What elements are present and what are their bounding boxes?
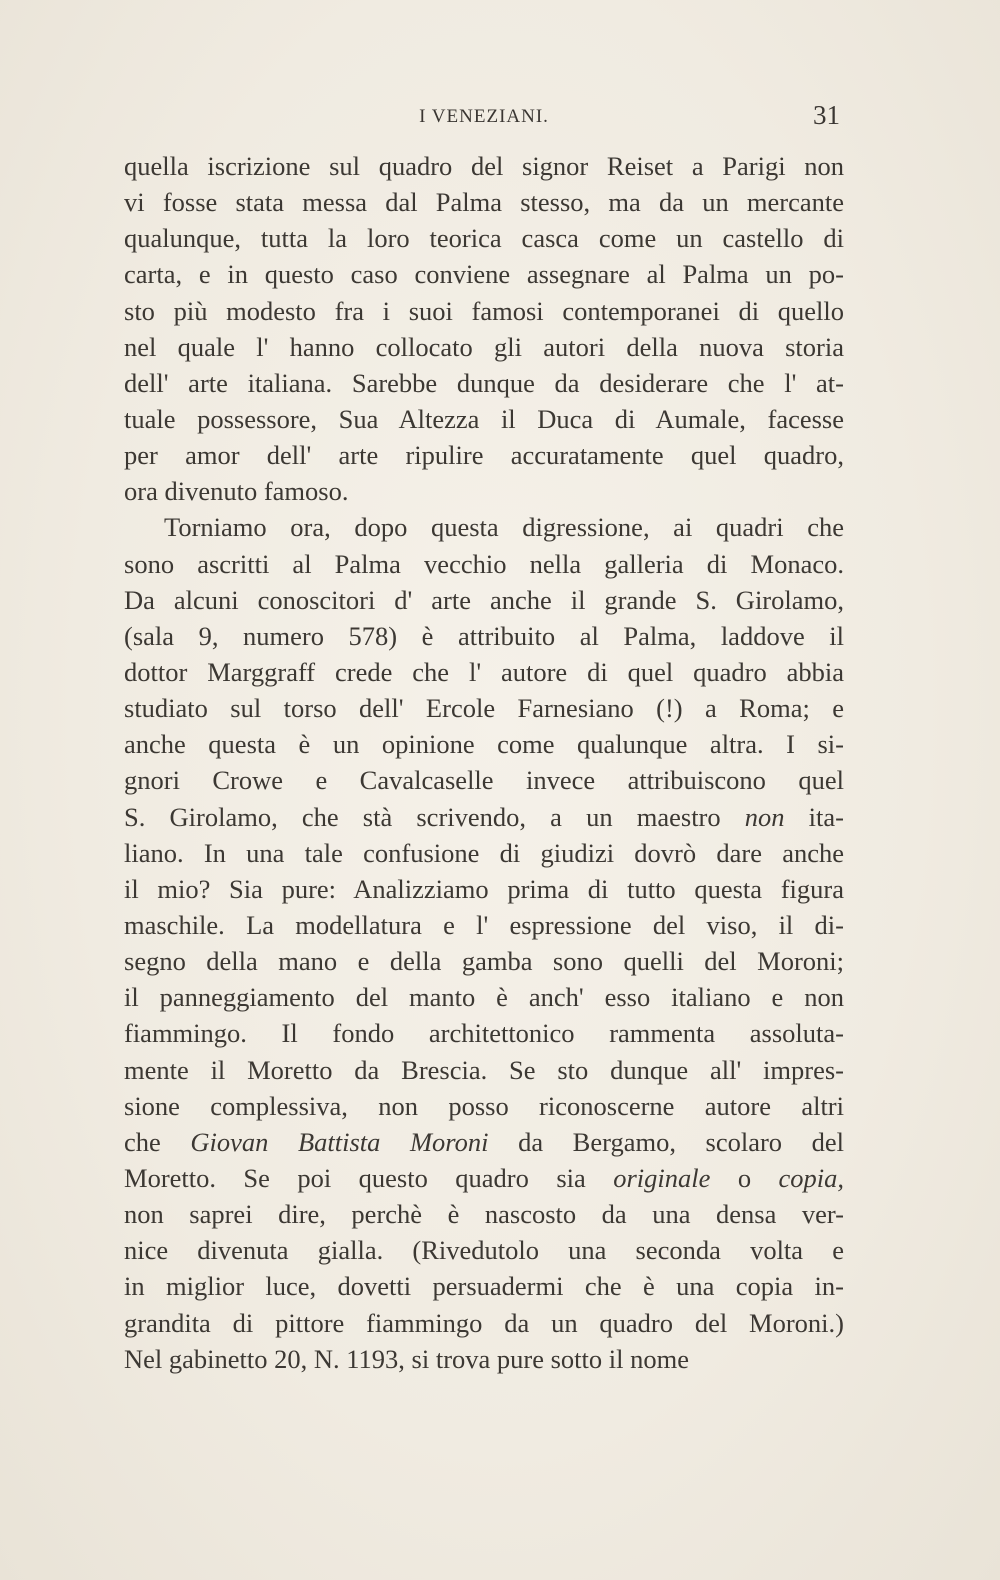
page-header	[124, 100, 844, 136]
text-line: grandita di pittore fiammingo da un quadro del Moroni.)	[124, 1307, 844, 1338]
text-line: non saprei dire, perchè è nascosto da una densa ver-	[124, 1199, 844, 1230]
italic-text: non	[744, 801, 785, 832]
text-line: il panneggiamento del manto è anch' esso italiano e non	[124, 982, 844, 1013]
italic-text: copia,	[778, 1162, 844, 1193]
text-line: quella iscrizione sul quadro del signor Reiset a Parigi non	[124, 151, 844, 181]
text-line: mente il Moretto da Brescia. Se sto dunque all' impres-	[124, 1054, 844, 1085]
text-line: carta, e in questo caso conviene assegnare al Palma un po-	[124, 259, 844, 290]
text-line: Torniamo ora, dopo questa digressione, ai quadri che	[164, 512, 844, 543]
italic-text: originale	[613, 1162, 711, 1193]
text-line: dell' arte italiana. Sarebbe dunque da desiderare che l' at-	[124, 367, 844, 398]
text-line: che Giovan Battista Moroni da Bergamo, scolaro del	[124, 1126, 844, 1157]
text-line: in miglior luce, dovetti persuadermi che è una copia in-	[124, 1271, 844, 1302]
text-line: gnori Crowe e Cavalcaselle invece attribuiscono quel	[124, 765, 844, 796]
text-line: Moretto. Se poi questo quadro sia originale o copia,	[124, 1162, 844, 1193]
text-line: liano. In una tale confusione di giudizi dovrò dare anche	[124, 837, 844, 868]
text-line: sione complessiva, non posso riconoscerne autore altri	[124, 1090, 844, 1121]
text-line: fiammingo. Il fondo architettonico rammenta assoluta-	[124, 1018, 844, 1049]
text-line: vi fosse stata messa dal Palma stesso, ma da un mercante	[124, 187, 844, 218]
text-line: dottor Marggraff crede che l' autore di quel quadro abbia	[124, 656, 844, 687]
text-line: per amor dell' arte ripulire accuratamente quel quadro,	[124, 440, 844, 471]
text-line: nice divenuta gialla. (Rivedutolo una seconda volta e	[124, 1235, 844, 1266]
text-line: segno della mano e della gamba sono quelli del Moroni;	[124, 946, 844, 977]
paragraph	[124, 148, 844, 509]
text-line: sono ascritti al Palma vecchio nella galleria di Monaco.	[124, 548, 844, 579]
text-line: S. Girolamo, che stà scrivendo, a un maestro non ita-	[124, 801, 844, 832]
body-text	[124, 148, 844, 1377]
text-line: Nel gabinetto 20, N. 1193, si trova pure sotto il nome	[124, 1343, 690, 1374]
text-line: studiato sul torso dell' Ercole Farnesiano (!) a Roma; e	[124, 693, 844, 724]
text-line: il mio? Sia pure: Analizziamo prima di tutto questa figura	[124, 873, 844, 904]
running-title: I VENEZIANI.	[419, 106, 549, 127]
text-line: qualunque, tutta la loro teorica casca come un castello di	[124, 223, 844, 254]
text-line: Da alcuni conoscitori d' arte anche il grande S. Girolamo,	[124, 584, 844, 615]
text-line: anche questa è un opinione come qualunque altra. I si-	[124, 729, 844, 760]
text-line: maschile. La modellatura e l' espressione del viso, il di-	[124, 909, 844, 940]
text-line: tuale possessore, Sua Altezza il Duca di Aumale, facesse	[124, 403, 844, 434]
paragraph	[124, 509, 844, 1376]
text-line: nel quale l' hanno collocato gli autori della nuova storia	[124, 331, 844, 362]
text-line: sto più modesto fra i suoi famosi contemporanei di quello	[124, 295, 844, 326]
text-line: (sala 9, numero 578) è attribuito al Palma, laddove il	[124, 620, 844, 651]
text-line: ora divenuto famoso.	[124, 476, 349, 507]
italic-text: Giovan Battista Moroni	[190, 1126, 489, 1157]
page-number: 31	[813, 100, 840, 130]
